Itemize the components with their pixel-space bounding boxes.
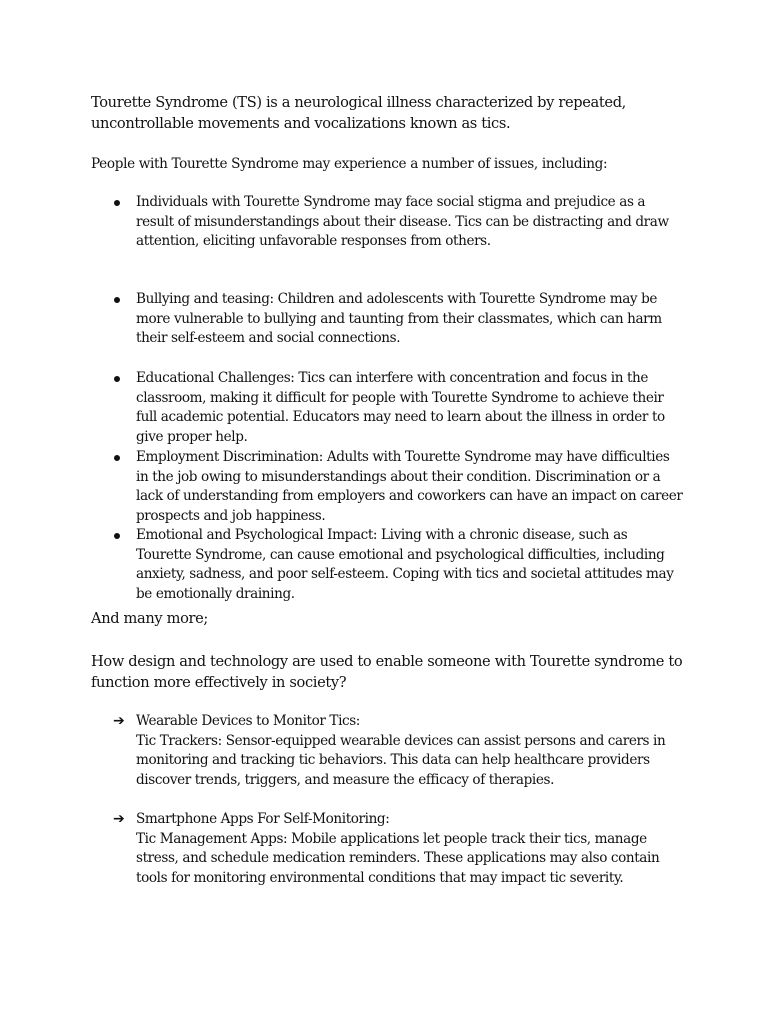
arrow-right-icon: ➔: [113, 811, 125, 827]
solution-item-smartphone-apps: [136, 810, 684, 888]
design-technology-question: How design and technology are used to enable someone with Tourette syndrome to function more effectively in society?: [91, 653, 683, 691]
solution-title: Wearable Devices to Monitor Tics:: [136, 713, 360, 729]
solution-body: Tic Trackers: Sensor-equipped wearable devices can assist persons and carers in monitoring and tracking tic behaviors. This data can help healthcare providers discover trends, triggers, and measure the efficacy of therapies.: [136, 732, 666, 788]
solution-item-wearable: [136, 712, 684, 790]
issue-item-educational: Educational Challenges: Tics can interfere with concentration and focus in the classroom, making it difficult for people with Tourette Syndrome to achieve their full academic potential. Educators may need to learn about the illness in order to give proper help.: [136, 370, 665, 445]
and-many-more-text: And many more;: [91, 610, 208, 627]
issue-item-bullying: Bullying and teasing: Children and adolescents with Tourette Syndrome may be more vulnerable to bullying and taunting from their classmates, which can harm their self-esteem and social connections.: [136, 291, 662, 346]
bullet-icon: [114, 455, 120, 461]
bullet-icon: [114, 297, 120, 303]
arrow-right-icon: ➔: [113, 713, 125, 729]
solution-title: Smartphone Apps For Self-Monitoring:: [136, 811, 390, 827]
issue-item-emotional: Emotional and Psychological Impact: Living with a chronic disease, such as Tourette Syndrome, can cause emotional and psychological difficulties, including anxiety, sadness, and poor self-esteem. Coping with tics and societal attitudes may be emotionally draining.: [136, 527, 674, 602]
issue-item-stigma: Individuals with Tourette Syndrome may face social stigma and prejudice as a result of misunderstandings about their disease. Tics can be distracting and draw attention, eliciting unfavorable responses from others.: [136, 194, 669, 249]
intro-paragraph: Tourette Syndrome (TS) is a neurological illness characterized by repeated, uncontrollable movements and vocalizations known as tics.: [91, 94, 626, 132]
issue-item-employment: Employment Discrimination: Adults with Tourette Syndrome may have difficulties in the job owing to misunderstandings about their condition. Discrimination or a lack of understanding from employers and coworkers can have an impact on career prospects and job happiness.: [136, 449, 683, 524]
bullet-icon: [114, 533, 120, 539]
bullet-icon: [114, 200, 120, 206]
bullet-icon: [114, 376, 120, 382]
solution-body: Tic Management Apps: Mobile applications let people track their tics, manage stress, and schedule medication reminders. These applications may also contain tools for monitoring environmental conditions that may impact tic severity.: [136, 830, 660, 886]
issues-lead-paragraph: People with Tourette Syndrome may experience a number of issues, including:: [91, 156, 608, 172]
